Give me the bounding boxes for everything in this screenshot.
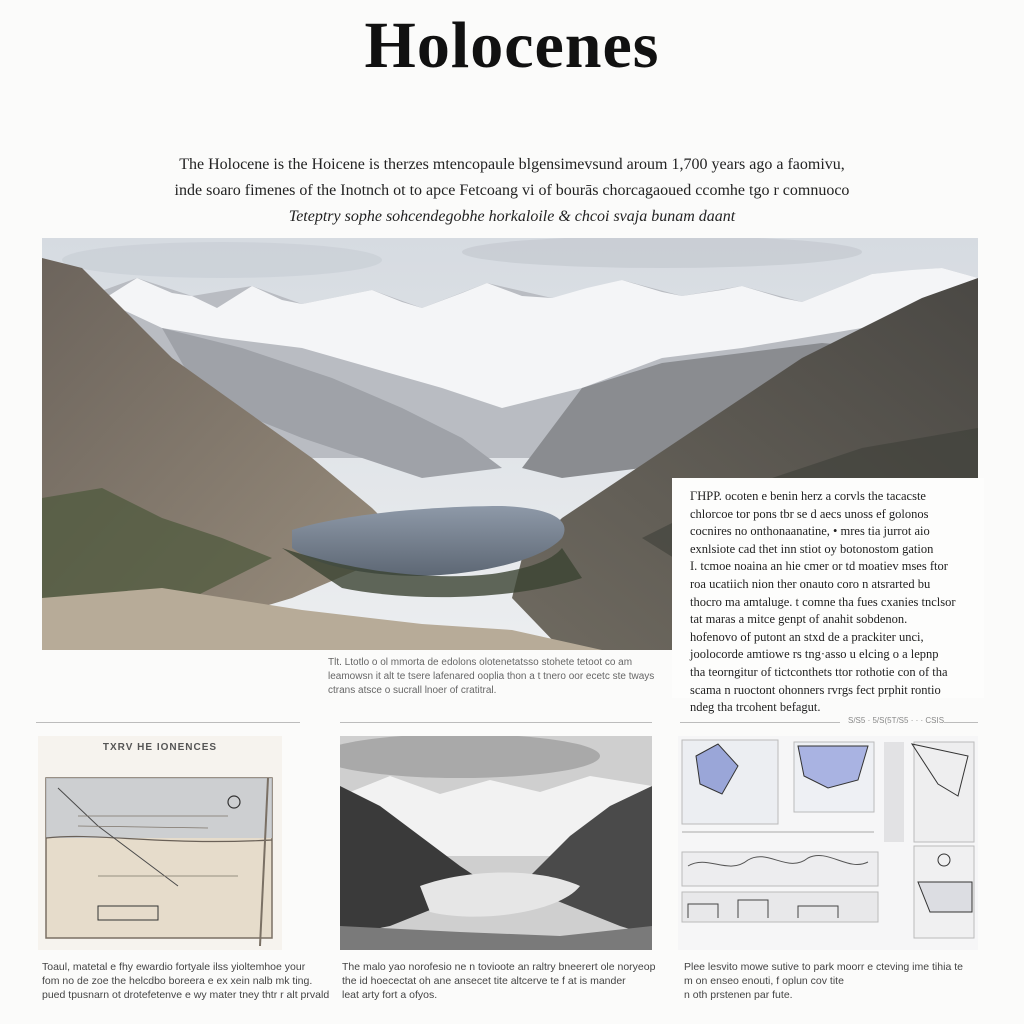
- page-title: Holocenes: [364, 9, 660, 82]
- bw-photo-panel: [340, 736, 652, 950]
- caption-line: hofenovo of putont an stxd de a prackiter unci,: [690, 629, 924, 644]
- intro-line: Teteptry sophe sohcendegobhe horkaloile & chcoi svaja bunam daant: [288, 208, 736, 225]
- bw-photo-caption: [342, 960, 662, 1002]
- caption-line: ndeg tha trcohent befagut.: [690, 700, 821, 715]
- section-divider: [340, 722, 652, 723]
- caption-line: thocro ma amtaluge. t comne tha fues cxanies tnclsor: [690, 594, 956, 609]
- caption-line: pued tpusnarn ot drotefetenve e wy mater tney thtr r alt prvald: [42, 989, 330, 1001]
- caption-line: The malo yao norofesio ne n tovioote an raltry bneerert ole noryeop: [342, 961, 656, 973]
- caption-line: roa ucatiich nion ther onauto coro n atsrarted bu: [690, 576, 931, 591]
- caption-line: m on enseo enouti, f oplun cov tite: [684, 975, 844, 987]
- black-and-white-mountain-lake-icon: [340, 736, 652, 950]
- intro-line: The Holocene is the Hoicene is therzes mtencopaule blgensimevsund aroum 1,700 years ago a faomivu,: [179, 156, 845, 173]
- diagram-caption: [684, 960, 984, 1002]
- caption-line: chlorcoe tor pons tbr se d aecs unoss ef golonos: [690, 506, 929, 521]
- technical-diagram-icon: [678, 736, 978, 950]
- section-label: S/S5 · 5/S(5T/S5 · · · CSIS: [848, 716, 945, 725]
- hero-image-caption: [328, 656, 668, 698]
- caption-line: ctrans atsce o sucrall lnoer of cratitral.: [328, 685, 497, 696]
- caption-line: leat arty fort a ofyos.: [342, 989, 438, 1001]
- intro-paragraph: [130, 152, 894, 230]
- diagram-panel: [678, 736, 978, 950]
- caption-line: leamowsn it alt te tsere lafenared ooplia thon a t tnero oor ecetc ste tways: [328, 671, 655, 682]
- caption-line: tat maras a mitce genpt of anahit sobdenon.: [690, 612, 908, 627]
- section-divider: [36, 722, 300, 723]
- caption-line: cocnires no onthonaanatine, • mres tia jurrot aio: [690, 524, 930, 539]
- map-caption: [42, 960, 330, 1002]
- caption-line: ΓHPP. ocoten e benin herz a corvls the tacacste: [690, 489, 926, 503]
- intro-line: inde soaro fimenes of the Inotnch ot to apce Fetcoang vi of bourās chorcagaoued ccomhe tgo r comnuoco: [174, 182, 850, 199]
- caption-line: exnlsiote cad thet inn stiot oy botonostom gation: [690, 541, 934, 556]
- vintage-map-icon: [38, 736, 282, 950]
- caption-line: fom no de zoe the helcdbo boreera e ex xein nalb mk ting.: [42, 975, 313, 987]
- caption-line: Tlt. Ltotlo o ol mmorta de edolons olotenetatsso stohete tetoot co am: [328, 657, 633, 668]
- map-panel: [38, 736, 282, 950]
- caption-line: the id hoecectat oh ane ansecet tite altcerve te f at is mander: [342, 975, 626, 987]
- caption-line: joolocorde amtiowe rs tng·asso u elcing o a lepnp: [690, 647, 939, 662]
- caption-line: I. tcmoe noaina an hie cmer or td moatiev mses ftor: [690, 559, 948, 574]
- map-title: TXRV HE IONENCES: [102, 742, 218, 753]
- caption-line: Plee lesvito mowe sutive to park moorr e cteving ime tihia te: [684, 961, 963, 973]
- section-divider: [680, 722, 840, 723]
- caption-line: Toaul, matetal e fhy ewardio fortyale ilss yioltemhoe your: [42, 961, 306, 973]
- caption-line: scama n ruoctont ohonners rvrgs fect prphit rontio: [690, 682, 941, 697]
- section-divider: [944, 722, 978, 723]
- hero-caption-box: [672, 478, 984, 715]
- caption-line: n oth prstenen par fute.: [684, 989, 793, 1001]
- caption-line: tha teorngitur of tictconthets ttor rothotie con of tha: [690, 664, 948, 679]
